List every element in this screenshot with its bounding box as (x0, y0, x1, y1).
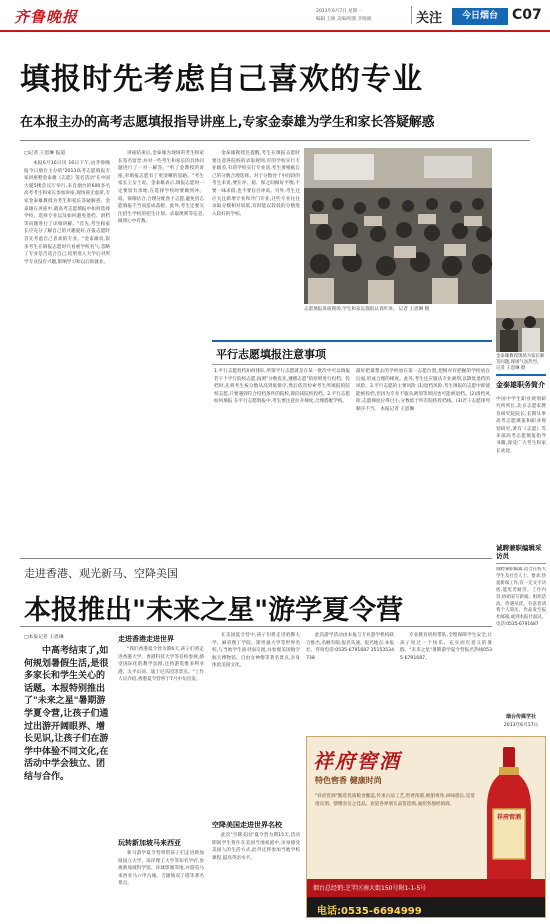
masthead-logo: 齐鲁晚报 (14, 8, 79, 26)
article1-subhead: 在本报主办的高考志愿填报指导讲座上,专家金泰雄为学生和家长答疑解惑 (20, 115, 435, 130)
liquor-address: 烟台总经销:芝罘区南大街150号附1-1-5号 (313, 885, 427, 892)
qa-photo (496, 300, 544, 352)
tips-box-column-1: 1.平行志愿投档如何排队 所谓平行志愿就是在某一批次中可以填报若干个平行院校志愿,按照"分数优先,遵循志愿"的原则进行投档。投档时,先将考生按分数从高到低排序,然后依次检索考生所填报的院校志愿,只要遇到符合投档条件的院校,即向该院校投档。2.平行志愿如何填报 在平行志愿填报中,考生要注意拉开梯度,合理搭配学校。 (214, 369, 350, 405)
article1-headline: 填报时先考虑自己喜欢的专业 (20, 62, 423, 97)
article2-column-5: 专业教育机构带队,全程保障学生安全,让孩子度过一个快乐、充实而有意义的暑假。"未来之星"暑期游学夏令营报名热线0535-6791687。 (400, 633, 492, 661)
edition-badge: 今日烟台 (452, 8, 508, 25)
article2-section-3: 空降美国走进世界名校 (212, 821, 282, 829)
section-name: 关注 (416, 11, 443, 26)
article2-byline: □本报记者 王恩琳 (24, 635, 64, 640)
article2-section-2: 玩转新加坡马来西亚 (118, 839, 181, 847)
article2-column-3: 在美国夏令营中,孩子们将走进哈佛大学、麻省理工学院、斯坦福大学等世界名校,与当地学生面对面交流,并参观美国航空航天博物馆、自由女神像等著名景点,亲身体验美国文化。 (212, 633, 300, 669)
article2-section-1: 走进香港走进世界 (118, 635, 174, 643)
recruit-ad-title: 诚聘兼职编辑采访员 (496, 544, 542, 560)
article2-column-2b: 新马游学夏令营将带孩子们走进新加坡国立大学、南洋理工大学等知名学府,参观新加坡科学馆、环球影城等地,并游览马来西亚马六甲古城、吉隆坡双子塔等著名景点。 (118, 851, 204, 887)
bottle-label: 祥府窖酒 (496, 814, 521, 821)
liquor-hotline: 电话:0535-6694999 (317, 906, 422, 917)
masthead-date: 2013年6月7日 星期一 (316, 9, 362, 14)
liquor-slogan: 特色窖香 健康时尚 (315, 776, 382, 785)
article2-headline: 本报推出"未来之星"游学夏令营 (24, 595, 404, 626)
article2-column-3b: 此次"空降美国"夏令营为期15天,活动期间学生将住在美国当地家庭中,亲身感受美国人的生活方式,此外还将参加当地学校课程,提高英语水平。 (212, 833, 300, 861)
liquor-text: "祥府窖酒"甄选优质粮食酿造,传承古法工艺,窖香浓郁,绵甜爽净,回味悠长,是宴请宾朋、馈赠亲友之佳品。欢迎各界朋友品鉴选购,诚招各地经销商。 (315, 794, 475, 807)
sidebar-service-text: 中国中学生职业规划研究所所长,北京志愿家教育研究院院长,长期从事高考志愿填报和职业规划研究,著有《志愿》等多部高考志愿填报指导书籍,深受广大考生和家长欢迎。 (496, 397, 546, 454)
recruit-ad-footer: 烟台传媒学社 (505, 714, 536, 720)
sidebar-service-box (496, 374, 546, 538)
photo-caption: 志愿填报讲座现场,学生和家长都很认真听讲。 记者 王恩琳 摄 (304, 307, 430, 312)
article1-column-2: 讲座结束后,金泰雄为现场的考生和家长签名留念,并对一些考生和家长的具体问题进行了一对一解答。"听了金教授的讲座,对填报志愿有了更清晰的思路。"考生家长王女士说。金泰雄表示,填报志愿时一定要留有余地,在选择学校时要做到冲、稳、保相结合,合理分配各个志愿,避免因志愿填报不当而造成落榜。此外,考生还要关注招生学校的招生计划、录取规则等信息,做到心中有数。 (118, 151, 204, 225)
liquor-ad (306, 736, 546, 918)
sidebar-photo-caption: 金泰雄教授现场为家长解答问题,现场气氛热烈。 记者 王恩琳 摄 (496, 354, 545, 371)
masthead-editor: 编辑 王俊 美编/组版 李晓晓 (316, 17, 372, 22)
tips-box-column-2: 最好把最想去的学校放在第一志愿位置,把相对有把握的学校放在后面,形成合理的梯度。此外,考生还应服从专业调剂,以降低退档的风险。3.平行志愿的主要风险 (1)退档风险,考生填报的志愿中即使能被投档,但因为专业不服从调剂等原因也可能被退档。(2)滑档风险,志愿梯度拉得过小,分数低于所有院校投档线。(3)若干志愿排列顺序不当。 本报记者 王恩琳 (356, 369, 490, 412)
article1-byline: □记者 王恩琳 报道 (24, 151, 66, 156)
sidebar-service-title: 金泰雄职务简介 (496, 381, 545, 389)
tips-box-title: 平行志愿填报注意事项 (216, 348, 326, 361)
article1-column-3: 金泰雄教授还提醒,考生在填报志愿时要注意各院校的录取规则,有的学校实行专业级差,有的学校实行专业清,考生要根据自己的分数合理选择。对于分数处于中间段的考生来说,要在冲、稳、保之间做好平衡,不要一味求稳,也不要盲目冲高。另外,考生还应关注新增专业和冷门专业,这些专业往往录取分数相对较低,有时能以较低的分数进入较好的学校。 (212, 151, 300, 217)
liquor-bottle (479, 747, 539, 887)
article2-column-4: 此次游学活动由本报与专业游学机构联合推出,名额有限,报名从速。报名地点:本报社。咨询电话:0535-6791687 15153534738 (306, 633, 394, 661)
article2-column-2: "我们香港夏令营为期6天,孩子们将走进香港大学、香港科技大学等名校参观,感受国际化的教学氛围,还将游览维多利亚港、太平山顶、迪士尼乐园等景点。"工作人员介绍,香港夏令营将于7月中旬出发。 (118, 647, 204, 683)
article1-column-1: 本报6月16日讯 16日下午,由齐鲁晚报今日烟台主办的"2013高考志愿填报专家讲座暨金泰雄《志愿》签名活动"在中国大厦5楼会议厅举行,来自烟台的600多名高考考生和家长参加讲座,现场座无虚席,专家金泰雄教授为考生和家长答疑解惑。金泰雄在讲座中,就高考志愿填报中如何选择学校、选择专业以及如何避免退档、滑档等问题进行了详细讲解。"首先,考生和家长应充分了解自己的兴趣爱好,在报志愿时首先考虑自己喜欢的专业。"金泰雄说,很多考生在填报志愿时只看重学校名气,忽略了专业是否适合自己,结果进入大学后对所学专业没有兴趣,影响学习和以后的就业。 (24, 161, 110, 265)
recruit-ad-date: 2013年6月17日 (503, 723, 539, 728)
article2-lead: 中高考结束了,如何规划暑假生活,是很多家长和学生关心的话题。本报特别推出了"未来之星"暑期游学夏令营,让孩子们通过出游开阔眼界、增长见识,让孩子们在游学中体验不同文化,在活动中学会独立、团结与合作。 (24, 646, 109, 782)
recruit-ad-body: 诚聘兼职编辑,适合在校大学生及社会人士。要求:热爱新闻工作,有一定文字功底,能吃苦耐劳。工作内容:协助采写新闻、组织活动。待遇从优。有意者请将个人简历、作品发至报社邮箱,或到本报社面试。电话:0535-6791687 (496, 567, 546, 628)
liquor-brand: 祥府窖酒 (313, 749, 401, 773)
page-number: C07 (512, 7, 542, 23)
recruit-ad (496, 544, 546, 734)
lecture-hall-photo (304, 148, 492, 304)
article2-kicker: 走进香港、观光新马、空降美国 (24, 567, 178, 580)
masthead (0, 0, 550, 30)
